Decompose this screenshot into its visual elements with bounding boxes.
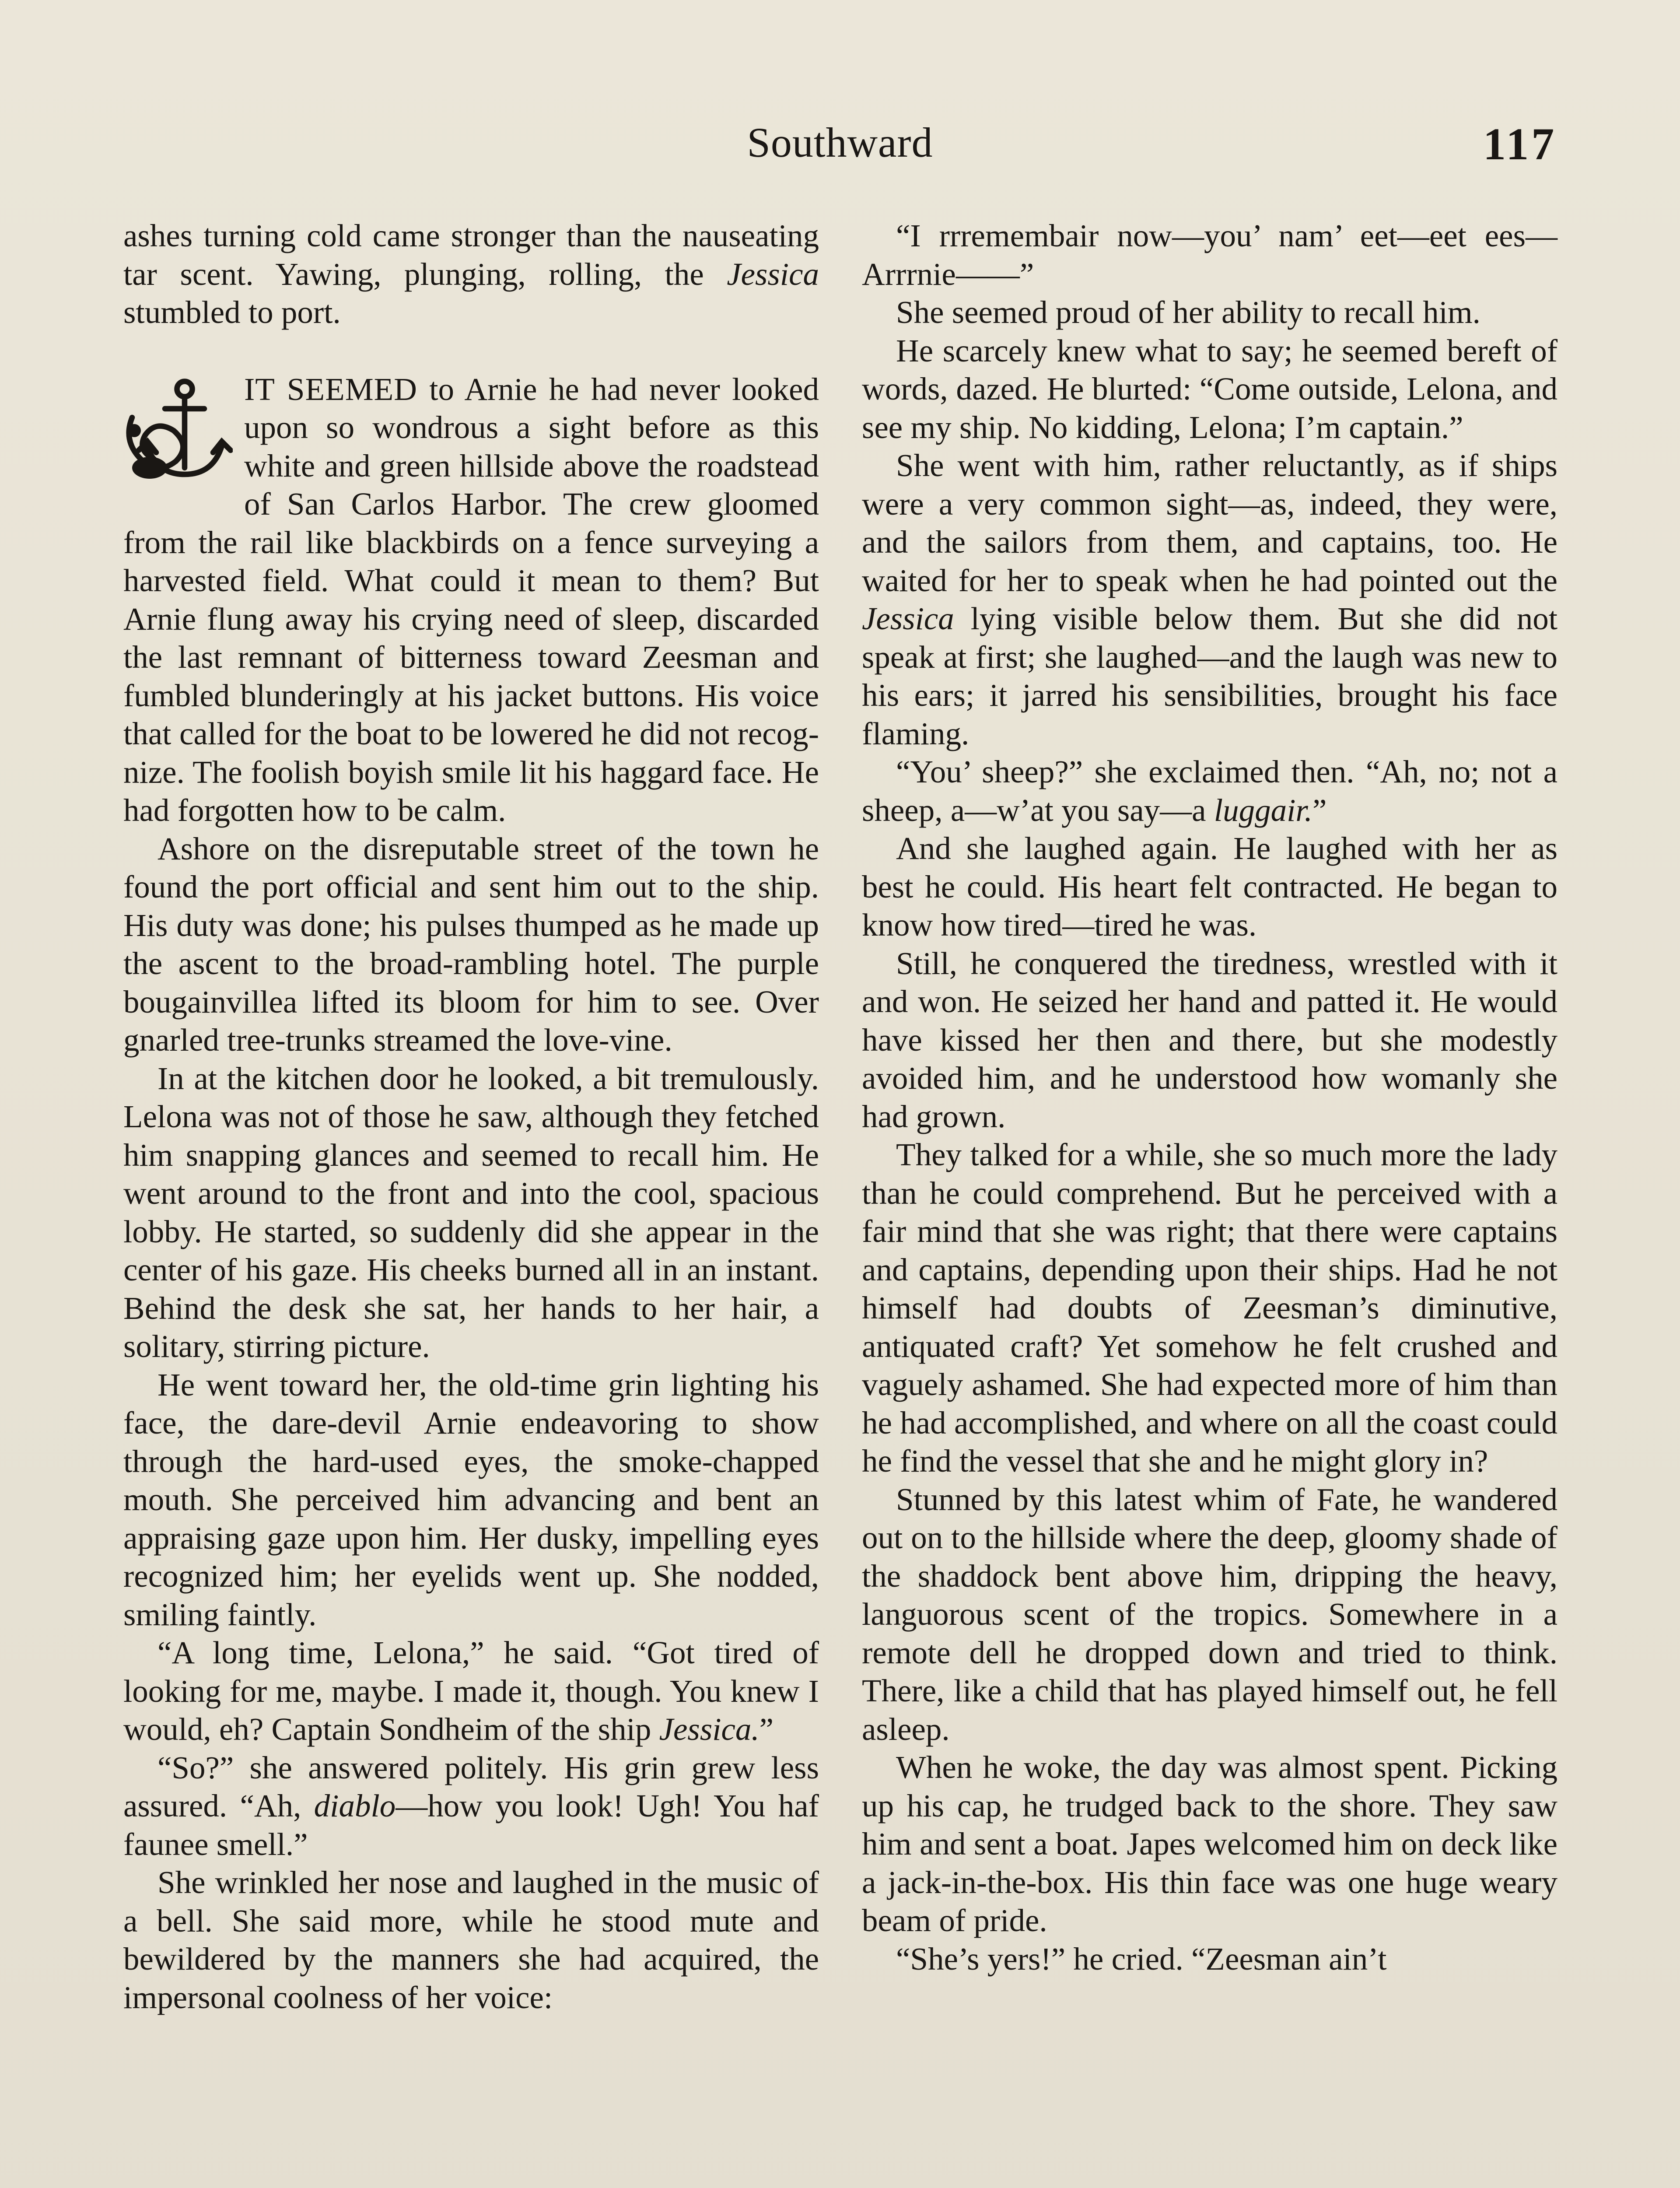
- anchor-ornament-icon: [123, 374, 233, 487]
- paragraph: “She’s yers!” he cried. “Zeesman ain’t: [896, 1941, 1387, 1977]
- paragraph: “You’ sheep?” she exclaimed then. “Ah, no; not a sheep, a—w’at you say—a luggair.”: [862, 754, 1558, 828]
- page-number: 117: [1483, 119, 1557, 169]
- right-column: [862, 217, 1558, 1978]
- paragraph: Ashore on the disreputable street of the town he found the port official and sent him out to the ship. His duty was done; his pulses thumped as he made up the ascent to the broad-rambling hotel. The purple bougainvillea lifted its bloom for him to see. Over gnarled tree-trunks streamed the love-vine.: [123, 831, 819, 1058]
- paragraph: When he woke, the day was almost spent. Picking up his cap, he trudged back to the shore. They saw him and sent a boat. Japes welcomed him on deck like a jack-in-the-box. His thin face was one huge weary beam of pride.: [862, 1750, 1558, 1938]
- paragraph: Still, he conquered the tiredness, wrestled with it and won. He seized her hand and patted it. He would have kissed her then and there, but she modestly avoided him, and he understood how womanly she had grown.: [862, 945, 1558, 1134]
- paragraph: “I rrremembair now—you’ nam’ eet—eet ees—Arrrnie——”: [862, 218, 1558, 292]
- paragraph: She went with him, rather reluctantly, as if ships were a very common sight—as, indeed, they were, and the sailors from them, and captains, too. He waited for her to speak when he had pointed out the Jessica lying visible below them. But she did not speak at first; she laughed—and the laugh was new to his ears; it jarred his sensibilities, brought his face flaming.: [862, 448, 1558, 751]
- paragraph: She seemed proud of her ability to recall him.: [896, 295, 1480, 330]
- paragraph: ashes turning cold came stronger than the nauseating tar scent. Yawing, plunging, rolling, the Jessica stumbled to port.: [123, 218, 819, 330]
- paragraph: They talked for a while, she so much more the lady than he could comprehend. But he perceived with a fair mind that she was right; that there were captains and captains, depending upon their ships. Had he not himself had doubts of Zeesman’s diminutive, antiquated craft? Yet somehow he felt crushed and vaguely ashamed. She had expected more of him than he had accomplished, and where on all the coast could he find the vessel that she and he might glory in?: [862, 1137, 1558, 1479]
- paragraph-drop-ornament: IT SEEMED to Arnie he had never looked upon so wondrous a sight before as this white and green hillside above the roadstead of San Carlos Harbor. The crew gloomed from the rail like blackbirds on a fence surveying a harvested field. What could it mean to them? But Arnie flung away his crying need of sleep, discarded the last remnant of bitterness toward Zeesman and fumbled blunderingly at his jacket buttons. His voice that called for the boat to be lowered he did not recognize. The foolish boyish smile lit his haggard face. He had forgotten how to be calm.: [123, 371, 819, 828]
- running-title: Southward: [747, 119, 933, 166]
- left-column: [123, 217, 819, 2016]
- paragraph: “So?” she answered politely. His grin grew less assured. “Ah, diablo—how you look! Ugh! You haf faunee smell.”: [123, 1750, 819, 1862]
- paragraph: He went toward her, the old-time grin lighting his face, the dare-devil Arnie endeavoring to show through the hard-used eyes, the smoke-chapped mouth. She perceived him advancing and bent an appraising gaze upon him. Her dusky, impelling eyes recognized him; her eyelids went up. She nodded, smiling faintly.: [123, 1367, 819, 1632]
- paragraph: “A long time, Lelona,” he said. “Got tired of looking for me, maybe. I made it, though. You knew I would, eh? Captain Sondheim of the ship Jessica.”: [123, 1635, 819, 1747]
- paragraph: He scarcely knew what to say; he seemed bereft of words, dazed. He blurted: “Come outside, Lelona, and see my ship. No kidding, Lelona; I’m captain.”: [862, 333, 1558, 445]
- paragraph: And she laughed again. He laughed with her as best he could. His heart felt contracted. He began to know how tired—tired he was.: [862, 831, 1558, 943]
- paragraph: Stunned by this latest whim of Fate, he wandered out on to the hillside where the deep, gloomy shade of the shaddock bent above him, dripping the heavy, languorous scent of the tropics. Somewhere in a remote dell he dropped down and tried to think. There, like a child that has played himself out, he fell asleep.: [862, 1481, 1558, 1747]
- paragraph: She wrinkled her nose and laughed in the music of a bell. She said more, while he stood mute and bewildered by the manners she had acquired, the impersonal coolness of her voice:: [123, 1865, 819, 2015]
- paragraph: In at the kitchen door he looked, a bit tremulously. Lelona was not of those he saw, although they fetched him snapping glances and seemed to recall him. He went around to the front and into the cool, spacious lobby. He started, so suddenly did she appear in the center of his gaze. His cheeks burned all in an instant. Behind the desk she sat, her hands to her hair, a solitary, stirring picture.: [123, 1060, 819, 1364]
